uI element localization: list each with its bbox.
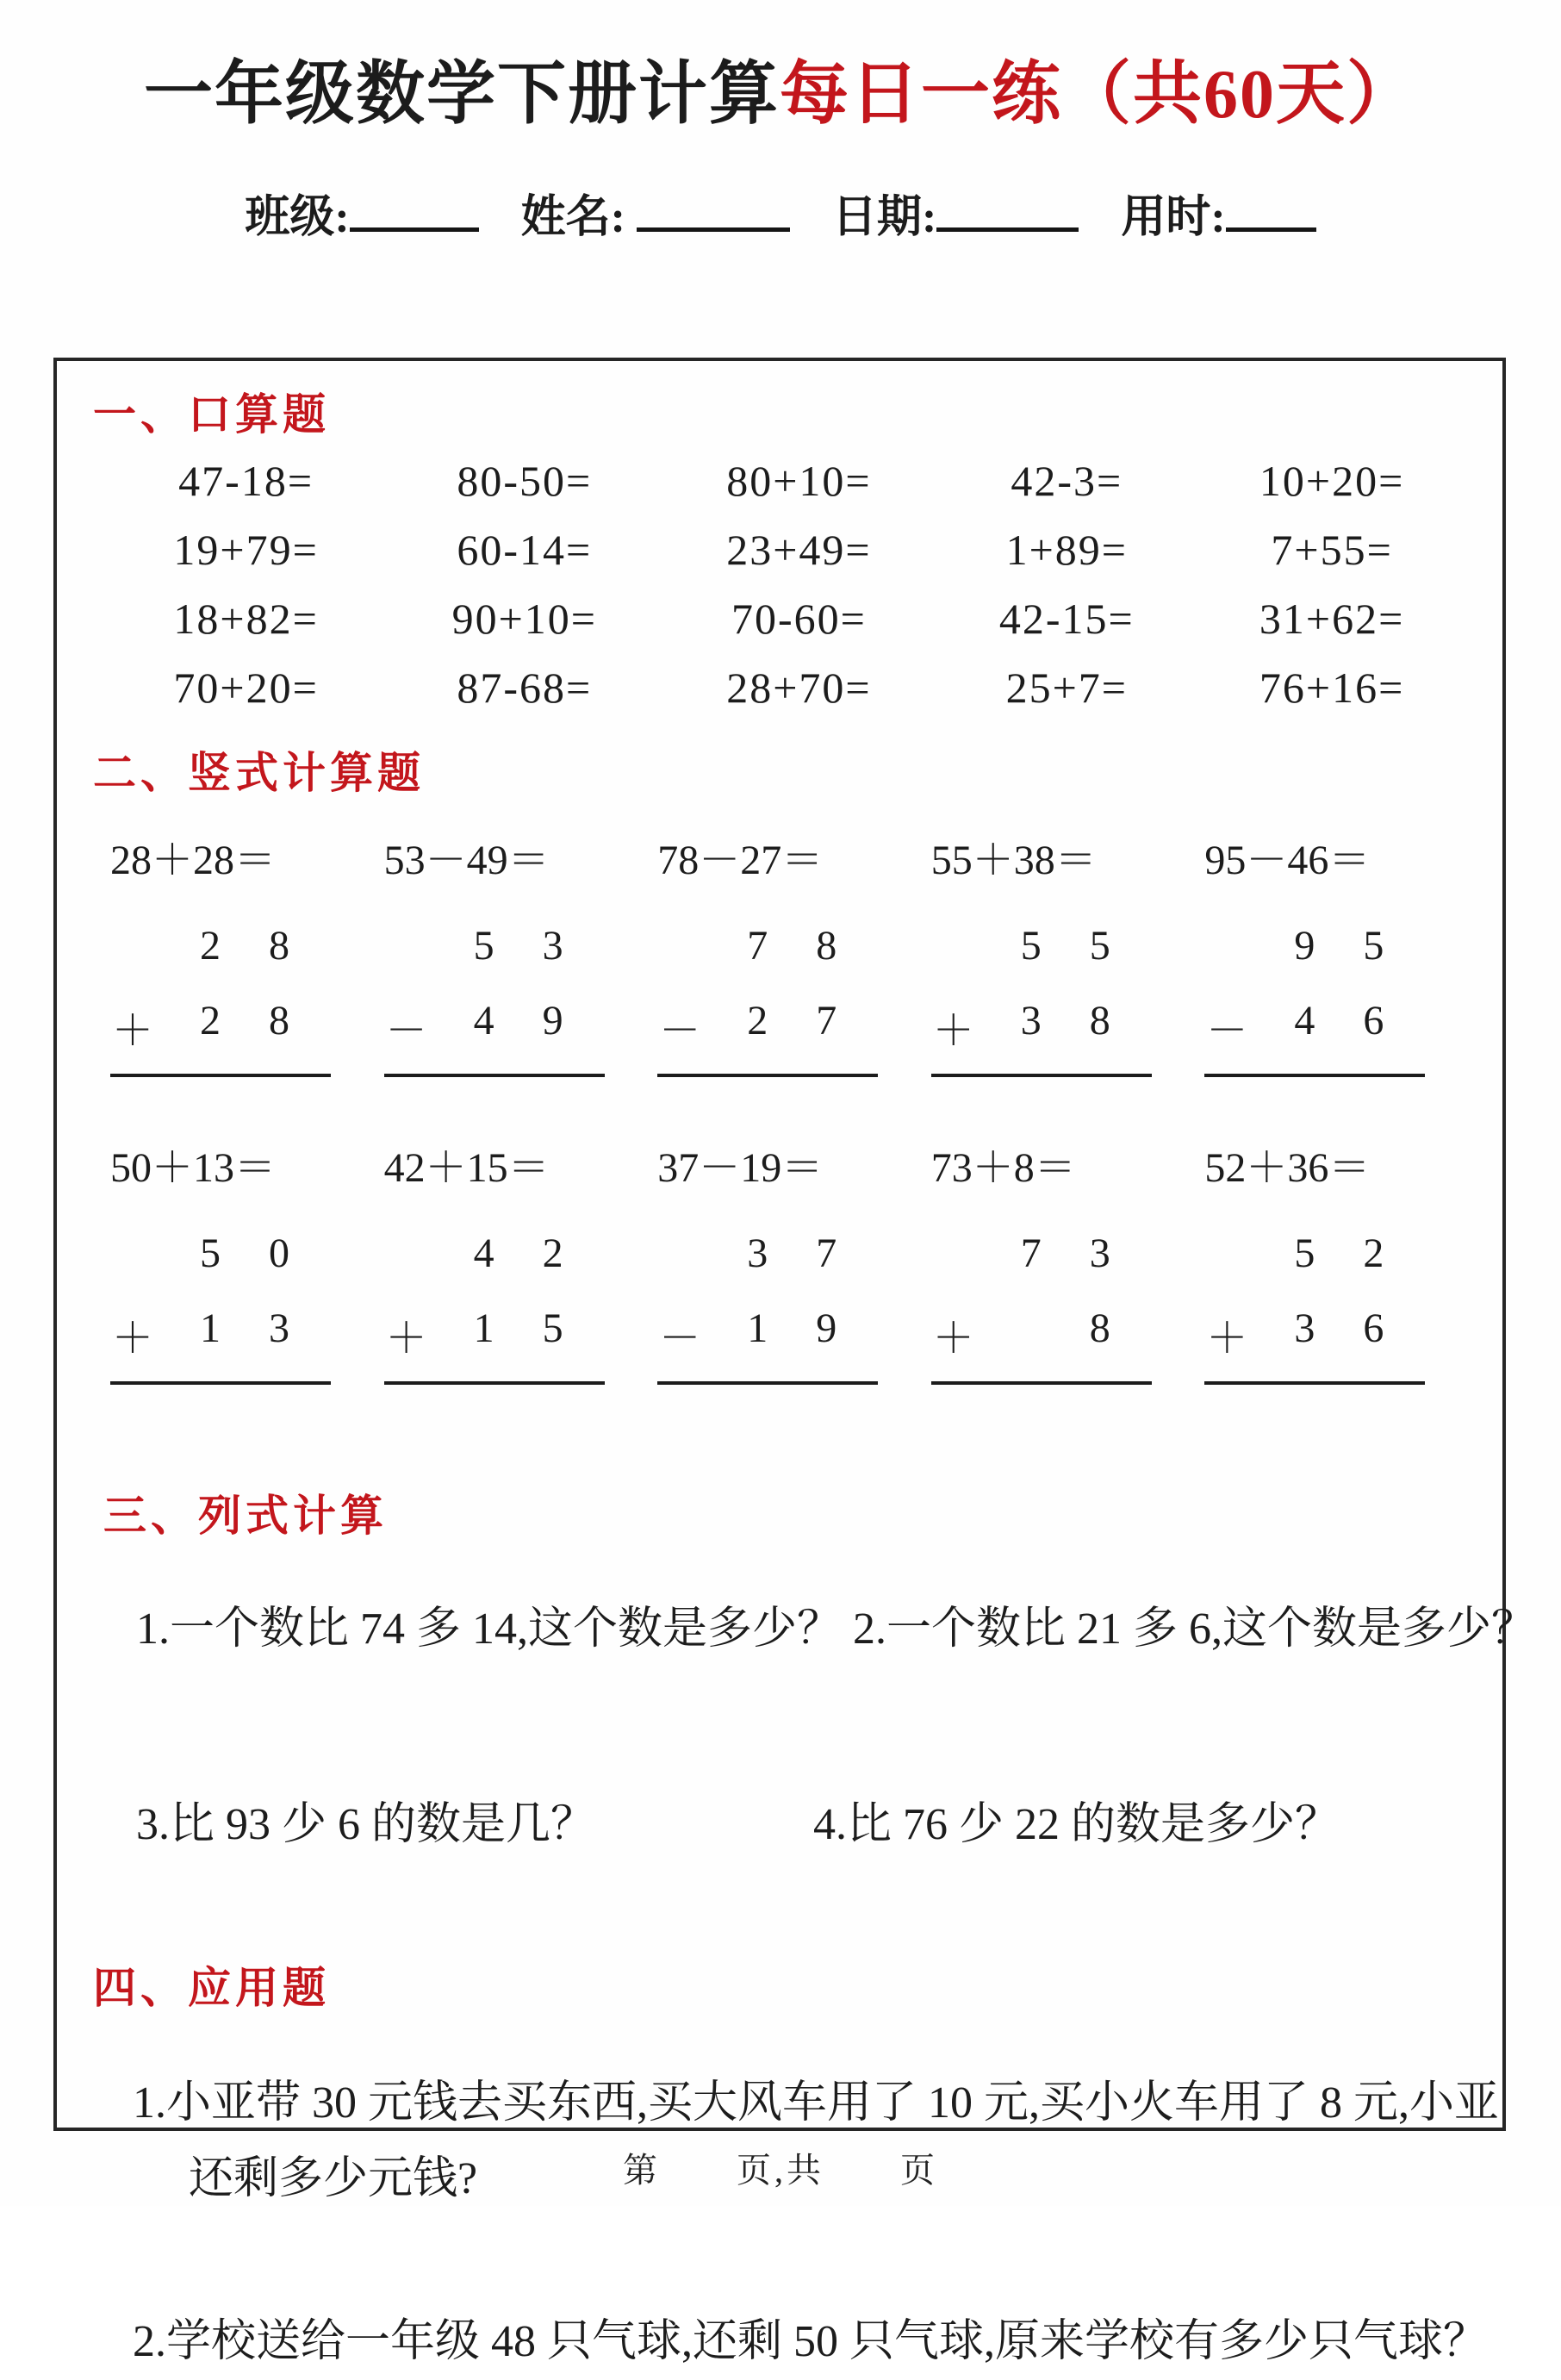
time-label: 用时: (1121, 193, 1226, 242)
name-field (521, 193, 790, 242)
vertical-bottom-number: 2 8 (200, 998, 308, 1044)
vertical-stack-row-2 (81, 1230, 1487, 1385)
vertical-top-number: 7 8 (747, 923, 856, 969)
vertical-expr-row-1 (81, 826, 1487, 886)
vertical-bottom-row (1204, 997, 1425, 1077)
vertical-bottom-number: 3 8 (1020, 998, 1129, 1044)
section1-heading: 一、口算题 (93, 390, 330, 439)
oral-problems-grid (81, 456, 1487, 713)
time-blank-line (1226, 217, 1316, 232)
student-info-line (0, 180, 1561, 245)
vertical-bottom-row (384, 997, 605, 1077)
oral-problem: 28+70= (726, 664, 872, 712)
vertical-expr-row-2 (81, 1134, 1487, 1193)
vertical-calc-stack (657, 922, 878, 1077)
vertical-bottom-row (931, 997, 1152, 1077)
vertical-top-number: 7 3 (1020, 1230, 1129, 1276)
expression-problem: 1.一个数比 74 多 14,这个数是多少？ (136, 1604, 843, 1654)
oral-problem: 23+49= (726, 526, 872, 574)
vertical-top-number: 5 3 (473, 923, 582, 969)
vertical-expr: 55＋38＝ (930, 838, 1097, 883)
oral-problem: 76+16= (1259, 664, 1405, 712)
date-field (832, 193, 1079, 242)
vertical-expr: 73＋8＝ (930, 1145, 1076, 1191)
oral-problem: 70+20= (173, 664, 319, 712)
vertical-bottom-number: 3 6 (1294, 1305, 1403, 1351)
page-footer: 第 页,共 页 (623, 2151, 938, 2190)
vertical-expr: 52＋36＝ (1204, 1145, 1371, 1191)
oral-problem: 19+79= (173, 526, 319, 574)
oral-problem: 18+82= (173, 595, 319, 643)
vertical-expr: 78－27＝ (657, 838, 824, 883)
vertical-operator: ＋ (112, 1008, 154, 1054)
vertical-calc-stack (110, 1230, 331, 1385)
class-field (245, 193, 478, 242)
date-blank-line (936, 217, 1079, 232)
vertical-expr: 42＋15＝ (383, 1145, 550, 1191)
vertical-top-number: 5 5 (1020, 923, 1129, 969)
oral-problem: 42-3= (1011, 457, 1123, 505)
vertical-bottom-number: 4 9 (473, 998, 582, 1044)
section2-heading: 二、竖式计算题 (93, 749, 425, 797)
page-title (0, 0, 1561, 137)
vertical-bottom-number: 1 5 (473, 1305, 582, 1351)
word-problem: 1.小亚带 30 元钱去买东西,买大风车用了 10 元,买小火车用了 8 元,小亚还剩多少元钱? (133, 2078, 1500, 2204)
vertical-operator: － (1206, 1008, 1248, 1054)
vertical-calc-stack (384, 922, 605, 1077)
vertical-calc-stack (1204, 1230, 1425, 1385)
title-red-part: 每日一练（共60天） (780, 57, 1417, 133)
oral-problem: 87-68= (457, 664, 593, 712)
vertical-expr: 50＋13＝ (110, 1145, 277, 1191)
section4-heading: 四、应用题 (93, 1964, 330, 2012)
vertical-bottom-row (110, 997, 331, 1077)
vertical-calc-stack (384, 1230, 605, 1385)
oral-problem: 60-14= (457, 526, 593, 574)
vertical-top-number: 2 8 (200, 923, 308, 969)
name-label: 姓名: (520, 193, 625, 242)
section3-heading: 三、列式计算 (103, 1492, 388, 1540)
vertical-bottom-row (110, 1305, 331, 1385)
vertical-calc-stack (110, 922, 331, 1077)
vertical-top-number: 5 0 (200, 1230, 308, 1276)
oral-problem: 7+55= (1271, 526, 1393, 574)
vertical-calc-stack (931, 922, 1152, 1077)
vertical-operator: ＋ (1206, 1316, 1248, 1361)
vertical-bottom-row (931, 1305, 1152, 1385)
time-field (1121, 193, 1315, 242)
vertical-bottom-number: 4 6 (1294, 998, 1403, 1044)
oral-problem: 80+10= (726, 457, 872, 505)
oral-problem: 31+62= (1259, 595, 1405, 643)
title-black-part: 一年级数学下册计算 (144, 57, 780, 133)
vertical-calc-stack (657, 1230, 878, 1385)
vertical-bottom-row (384, 1305, 605, 1385)
class-blank-line (350, 217, 479, 232)
vertical-operator: － (385, 1008, 427, 1054)
vertical-operator: ＋ (112, 1316, 154, 1361)
vertical-top-number: 5 2 (1294, 1230, 1403, 1276)
vertical-expr: 95－46＝ (1204, 838, 1371, 883)
vertical-bottom-number: 1 9 (747, 1305, 856, 1351)
vertical-top-number: 3 7 (747, 1230, 856, 1276)
vertical-calc-stack (931, 1230, 1152, 1385)
oral-problem: 80-50= (457, 457, 593, 505)
vertical-calc-stack (1204, 922, 1425, 1077)
oral-problem: 42-15= (998, 595, 1135, 643)
vertical-operator: － (659, 1008, 701, 1054)
vertical-operator: － (659, 1316, 701, 1361)
vertical-expr: 28＋28＝ (110, 838, 277, 883)
oral-problem: 10+20= (1259, 457, 1405, 505)
vertical-expr: 37－19＝ (657, 1145, 824, 1191)
vertical-top-number: 9 5 (1294, 923, 1403, 969)
vertical-operator: ＋ (385, 1316, 427, 1361)
oral-problem: 70-60= (731, 595, 867, 643)
word-problem: 2.学校送给一年级 48 只气球,还剩 50 只气球,原来学校有多少只气球？ (133, 2316, 1489, 2366)
class-label: 班级: (245, 193, 350, 242)
vertical-expr: 53－49＝ (383, 838, 550, 883)
vertical-operator: ＋ (932, 1008, 974, 1054)
vertical-bottom-row (1204, 1305, 1425, 1385)
expression-problems-row-2 (81, 1787, 1487, 1852)
name-blank-line (637, 217, 790, 232)
vertical-bottom-number: 1 3 (200, 1305, 308, 1351)
expression-problem: 2.一个数比 21 多 6,这个数是多少？ (853, 1604, 1537, 1654)
oral-problem: 1+89= (1005, 526, 1128, 574)
vertical-bottom-row (657, 1305, 878, 1385)
oral-problem: 25+7= (1005, 664, 1128, 712)
expression-problem: 3.比 93 少 6 的数是几？ (136, 1800, 596, 1849)
date-label: 日期: (832, 193, 937, 242)
expression-problem: 4.比 76 少 22 的数是多少？ (813, 1800, 1340, 1849)
vertical-bottom-number: 2 7 (747, 998, 856, 1044)
oral-problem: 90+10= (451, 595, 597, 643)
vertical-stack-row-1 (81, 922, 1487, 1077)
oral-problem: 47-18= (178, 457, 314, 505)
vertical-bottom-number: 8 (1030, 1305, 1129, 1351)
vertical-operator: ＋ (932, 1316, 974, 1361)
vertical-bottom-row (657, 997, 878, 1077)
expression-problems-row-1 (81, 1592, 1537, 1656)
vertical-top-number: 4 2 (473, 1230, 582, 1276)
